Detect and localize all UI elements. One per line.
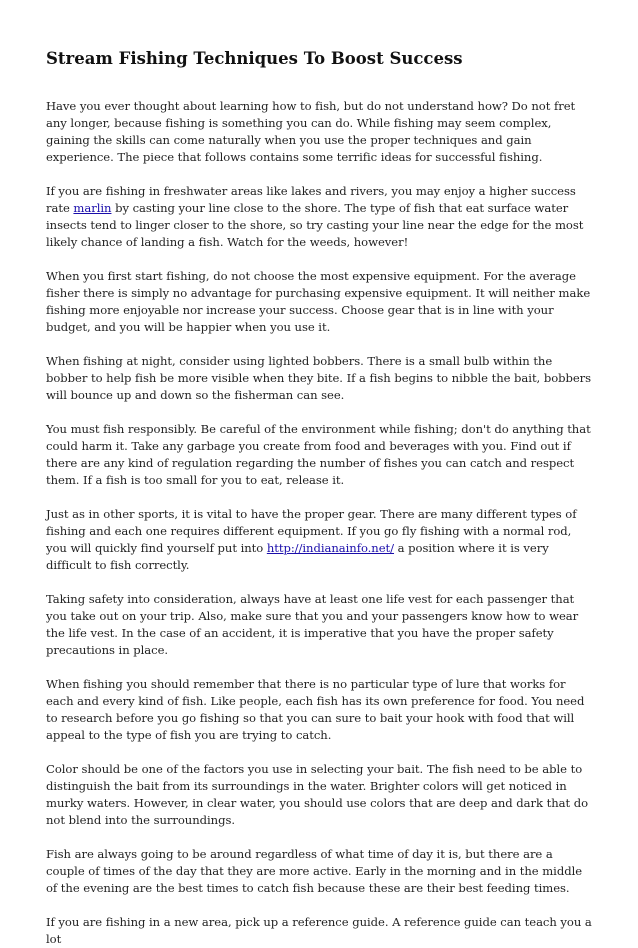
indianainfo-link[interactable]: http://indianainfo.net/ — [266, 541, 395, 555]
paragraph-gear — [46, 506, 594, 574]
page-title: Stream Fishing Techniques To Boost Success — [46, 49, 463, 68]
paragraph-text: If you are fishing in freshwater areas like lakes and rivers, you may enjoy a higher success rate — [46, 184, 576, 215]
paragraph-bait-color: Color should be one of the factors you use in selecting your bait. The fish need to be able to distinguish the bait from its surroundings in the water. Brighter colors will get noticed in murky waters. However, in clear water, you should use colors that are deep and dark that do not blend into the surroundings. — [46, 762, 589, 827]
paragraph-night-fishing: When fishing at night, consider using lighted bobbers. There is a small bulb within the bobber to help fish be more visible when they bite. If a fish begins to nibble the bait, bobbers will bounce up and down so the fisherman can see. — [46, 354, 592, 402]
paragraph-equipment: When you first start fishing, do not choose the most expensive equipment. For the average fisher there is simply no advantage for purchasing expensive equipment. It will neither make fishing more enjoyable nor increase your success. Choose gear that is in line with your budget, and you will be happier when you use it. — [46, 269, 591, 334]
paragraph-safety: Taking safety into consideration, always have at least one life vest for each passenger that you take out on your trip. Also, make sure that you and your passengers know how to wear the life vest. In the case of an accident, it is imperative that you have the proper safety precautions in place. — [46, 592, 579, 657]
paragraph-lure: When fishing you should remember that there is no particular type of lure that works for each and every kind of fish. Like people, each fish has its own preference for food. You need to research before you go fishing so that you can sure to bait your hook with food that will appeal to the type of fish you are trying to catch. — [46, 677, 585, 742]
paragraph-reference-guide: If you are fishing in a new area, pick up a reference guide. A reference guide can teach you a lot — [46, 915, 592, 946]
paragraph-text: a position where it is very difficult to fish correctly. — [46, 541, 549, 572]
paragraph-responsibility: You must fish responsibly. Be careful of the environment while fishing; don't do anything that could harm it. Take any garbage you create from food and beverages with you. Find out if there are any kind of regulation regarding the number of fishes you can catch and respect them. If a fish is too small for you to eat, release it. — [46, 422, 591, 487]
paragraph-text: Just as in other sports, it is vital to have the proper gear. There are many different types of fishing and each one requires different equipment. If you go fly fishing with a normal rod, you will quickly find yourself put into — [46, 507, 577, 555]
paragraph-feeding-times: Fish are always going to be around regardless of what time of day it is, but there are a couple of times of the day that they are more active. Early in the morning and in the middle of the evening are the best times to catch fish because these are their best feeding times. — [46, 847, 583, 895]
paragraph-intro: Have you ever thought about learning how to fish, but do not understand how? Do not fret any longer, because fishing is something you can do. While fishing may seem complex, gaining the skills can come naturally when you use the proper techniques and gain experience. The piece that follows contains some terrific ideas for successful fishing. — [46, 99, 576, 164]
paragraph-freshwater — [46, 183, 594, 251]
marlin-link[interactable]: marlin — [73, 201, 112, 215]
paragraph-text: by casting your line close to the shore. The type of fish that eat surface water insects tend to linger closer to the shore, so try casting your line near the edge for the most likely chance of landing a fish. Watch for the weeds, however! — [46, 201, 584, 249]
